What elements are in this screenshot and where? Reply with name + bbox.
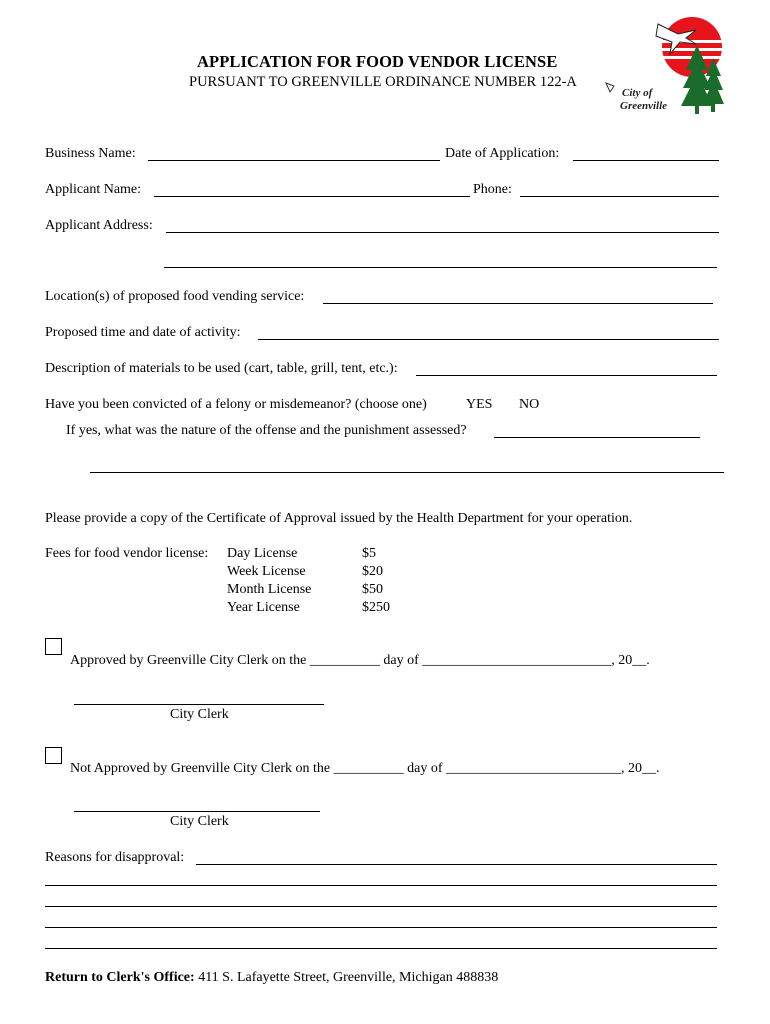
fees-label: Fees for food vendor license:	[45, 546, 209, 561]
reasons-label: Reasons for disapproval:	[45, 850, 185, 865]
materials-label: Description of materials to be used (cart, table, grill, tent, etc.):	[45, 361, 398, 376]
business-name-field[interactable]	[148, 160, 440, 161]
not-approved-signature-line[interactable]	[74, 811, 320, 812]
reasons-field-1[interactable]	[196, 864, 717, 865]
offense-field-2[interactable]	[90, 472, 724, 473]
materials-field[interactable]	[416, 375, 717, 376]
no-option[interactable]: NO	[519, 397, 540, 412]
fee-name-week: Week License	[227, 564, 306, 579]
approved-signature-label: City Clerk	[170, 707, 229, 722]
date-of-application-field[interactable]	[573, 160, 719, 161]
fee-price-month: $50	[362, 582, 383, 597]
applicant-address-field-1[interactable]	[166, 232, 719, 233]
yes-option[interactable]: YES	[466, 397, 493, 412]
phone-field[interactable]	[520, 196, 719, 197]
logo-line2: Greenville	[620, 100, 668, 112]
approved-text: Approved by Greenville City Clerk on the __________ day of ___________________________, 20__.	[70, 653, 650, 668]
not-approved-text: Not Approved by Greenville City Clerk on the __________ day of _________________________, 20__.	[70, 761, 660, 776]
fee-price-day: $5	[362, 546, 376, 561]
applicant-name-label: Applicant Name:	[45, 182, 142, 197]
fee-price-year: $250	[362, 600, 390, 615]
business-name-label: Business Name:	[45, 146, 136, 161]
fee-name-year: Year License	[227, 600, 300, 615]
locations-label: Location(s) of proposed food vending service:	[45, 289, 305, 304]
form-title: APPLICATION FOR FOOD VENDOR LICENSE	[197, 52, 558, 71]
footer-address: 411 S. Lafayette Street, Greenville, Michigan 488838	[194, 970, 499, 985]
applicant-address-label: Applicant Address:	[45, 218, 153, 233]
city-logo	[600, 10, 730, 118]
reasons-field-3[interactable]	[45, 906, 717, 907]
approved-signature-line[interactable]	[74, 704, 324, 705]
form-subtitle: PURSUANT TO GREENVILLE ORDINANCE NUMBER 122-A	[189, 74, 577, 90]
time-date-label: Proposed time and date of activity:	[45, 325, 241, 340]
time-date-field[interactable]	[258, 339, 719, 340]
fee-name-day: Day License	[227, 546, 298, 561]
locations-field[interactable]	[323, 303, 713, 304]
applicant-address-field-2[interactable]	[164, 267, 717, 268]
phone-label: Phone:	[473, 182, 512, 197]
reasons-field-2[interactable]	[45, 885, 717, 886]
footer	[45, 970, 498, 986]
felony-question: Have you been convicted of a felony or misdemeanor? (choose one)	[45, 397, 427, 412]
certificate-note: Please provide a copy of the Certificate of Approval issued by the Health Department for your operation.	[45, 511, 633, 526]
not-approved-signature-label: City Clerk	[170, 814, 229, 829]
fee-name-month: Month License	[227, 582, 312, 597]
fee-price-week: $20	[362, 564, 383, 579]
reasons-field-4[interactable]	[45, 927, 717, 928]
date-of-application-label: Date of Application:	[445, 146, 560, 161]
not-approved-checkbox[interactable]	[45, 747, 62, 764]
approved-checkbox[interactable]	[45, 638, 62, 655]
reasons-field-5[interactable]	[45, 948, 717, 949]
applicant-name-field[interactable]	[154, 196, 470, 197]
footer-label: Return to Clerk's Office:	[45, 970, 195, 985]
offense-question: If yes, what was the nature of the offense and the punishment assessed?	[66, 423, 467, 438]
offense-field-1[interactable]	[494, 437, 700, 438]
logo-line1: City of	[622, 87, 653, 99]
city-of-greenville-logo-icon	[600, 10, 730, 118]
